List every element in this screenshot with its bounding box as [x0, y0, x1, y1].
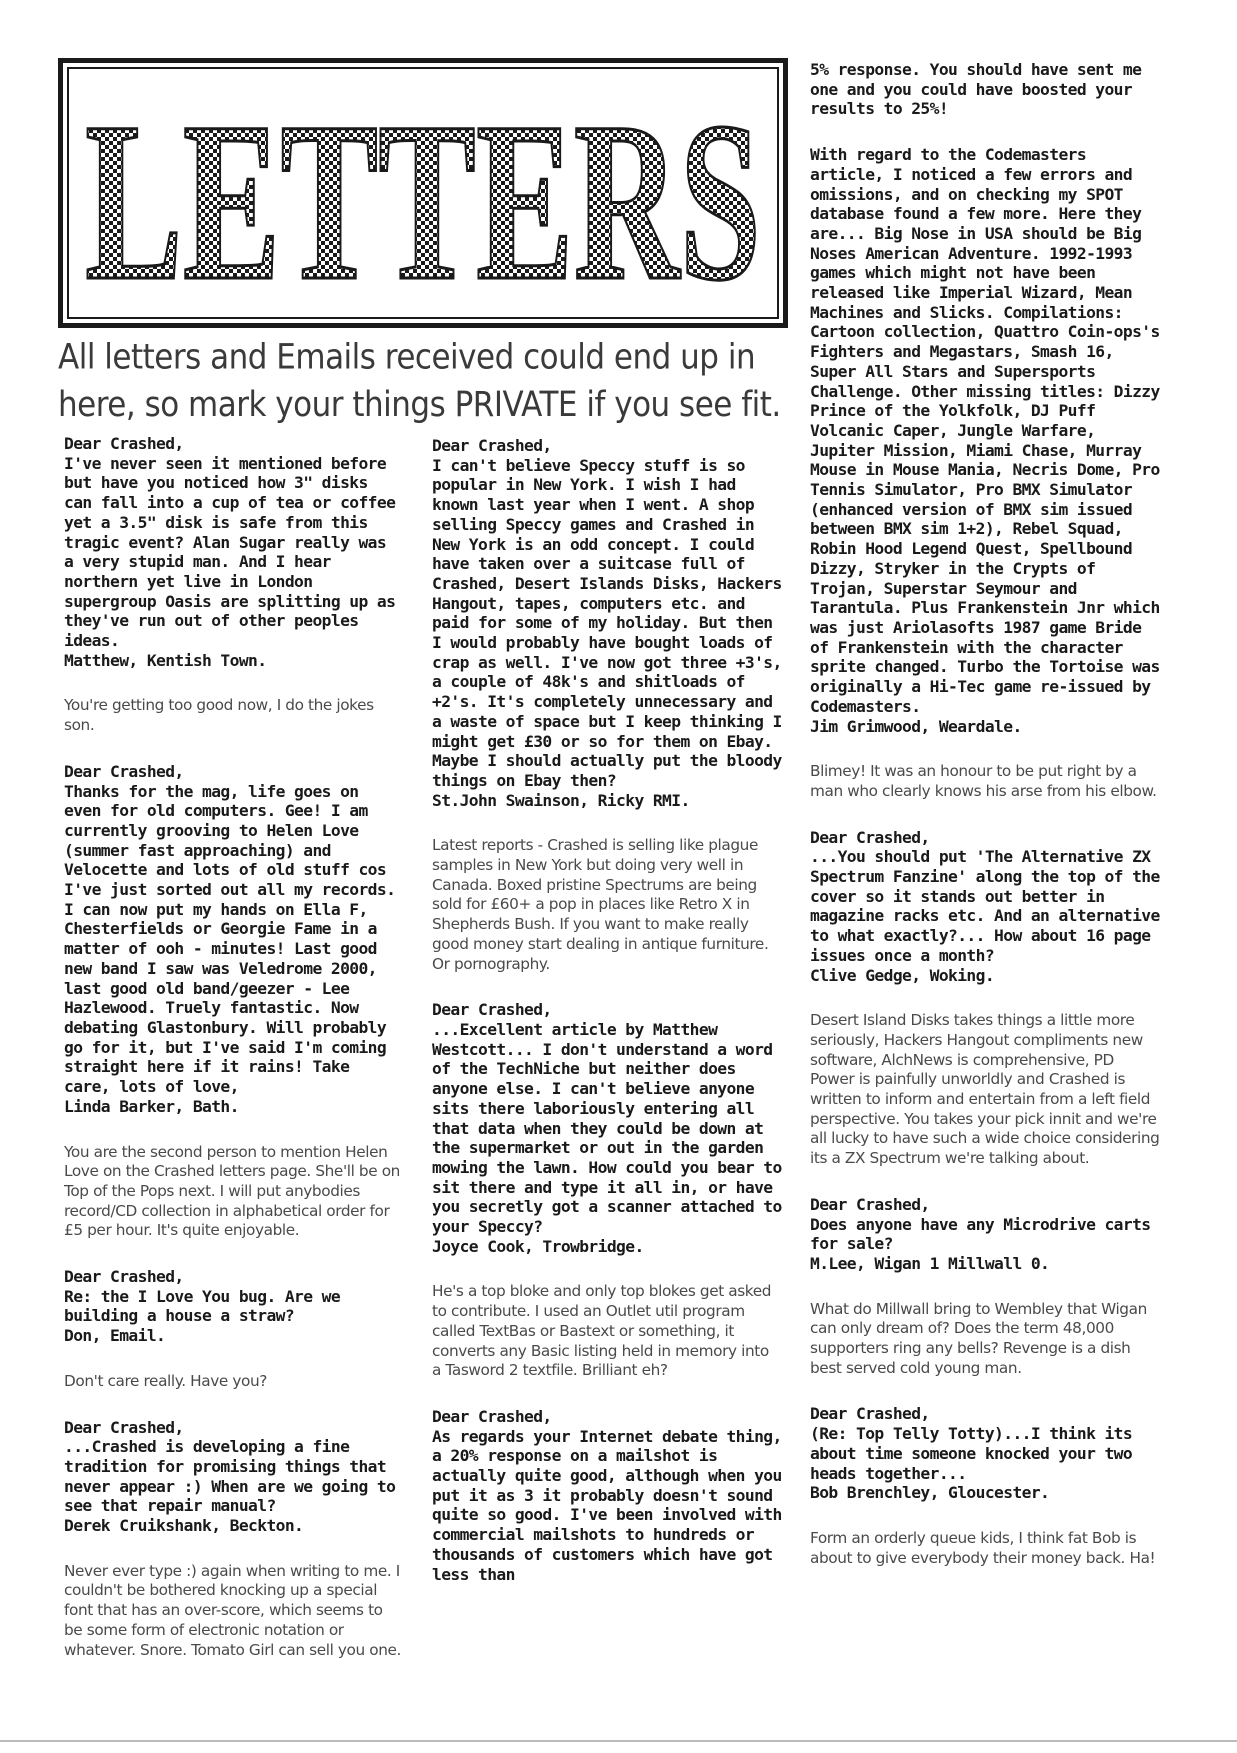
footer-rule: [0, 1740, 1237, 1742]
letter-signature: Don, Email.: [64, 1326, 166, 1346]
letter-greeting: Dear Crashed,: [810, 827, 930, 847]
letter: [64, 762, 404, 1117]
editor-reply: What do Millwall bring to Wembley that Wigan can only dream of? Does the term 48,000 supporters ring any bells? Revenge is a dish best served cold young man.: [810, 1299, 1152, 1377]
letter-greeting: Dear Crashed,: [432, 1000, 552, 1020]
editor-reply: Form an orderly queue kids, I think fat Bob is about to give everybody their money back. Ha!: [810, 1529, 1156, 1567]
letter-greeting: Dear Crashed,: [64, 761, 184, 781]
letter-body: ...Excellent article by Matthew Westcott... I don't understand a word of the TechNiche but neither does anyone else. I can't believe anyone sits there laboriously entering all that data when they could be down at the supermarket or out in the garden mowing the lawn. How could you bear to sit there and type it all in, or have you secretly got a scanner attached to your Speccy?: [432, 1019, 791, 1237]
letter-greeting: Dear Crashed,: [64, 1267, 184, 1287]
letter: [432, 1406, 791, 1584]
letter-signature: Linda Barker, Bath.: [64, 1096, 239, 1116]
letter-greeting: Dear Crashed,: [64, 434, 184, 453]
letter: [432, 436, 791, 810]
letter: [810, 145, 1169, 736]
letter: [810, 1404, 1160, 1503]
letter-continued: [810, 60, 1160, 119]
letter-signature: Bob Brenchley, Gloucester.: [810, 1483, 1050, 1503]
letter-body: As regards your Internet debate thing, a 20% response on a mailshot is actually quite good, although when you put it as 3 it probably doesn't sound quite so good. I've been involved with commercial mailshots to hundreds or thousands of customers which have got less than: [432, 1426, 791, 1584]
letter-greeting: Dear Crashed,: [64, 1417, 184, 1437]
letter: [810, 827, 1169, 986]
column-3: [810, 60, 1169, 1594]
letter: [64, 1267, 404, 1346]
letter-body: I've never seen it mentioned before but have you noticed how 3" disks can fall into a cup of tea or coffee yet a 3.5" disk is safe from this tragic event? Alan Sugar really was a very stupid man. And I hear northern yet live in London supergroup Oasis are splitting up as they've run out of other peoples ideas.: [64, 453, 405, 651]
letter-greeting: Dear Crashed,: [432, 1406, 552, 1426]
logo-lettering: LETTERS: [85, 76, 761, 313]
letter: [64, 434, 404, 670]
letter-signature: Clive Gedge, Woking.: [810, 965, 995, 985]
letter-greeting: Dear Crashed,: [432, 436, 552, 455]
editor-reply: Don't care really. Have you?: [64, 1371, 267, 1390]
letter-body: (Re: Top Telly Totty)...I think its about time someone knocked your two heads together...: [810, 1424, 1142, 1483]
letter-body: 5% response. You should have sent me one and you could have boosted your results to 25%!: [810, 60, 1151, 119]
letter-signature: Matthew, Kentish Town.: [64, 650, 267, 670]
letter-signature: St.John Swainson, Ricky RMI.: [432, 790, 690, 810]
letter-signature: Derek Cruikshank, Beckton.: [64, 1516, 304, 1536]
letter-body: Does anyone have any Microdrive carts for sale?: [810, 1214, 1160, 1254]
letter-signature: Joyce Cook, Trowbridge.: [432, 1236, 644, 1256]
editor-reply: Blimey! It was an honour to be put right by a man who clearly knows his arse from his elbow.: [810, 762, 1157, 800]
letter-body: ...You should put 'The Alternative ZX Spectrum Fanzine' along the top of the cover so it stands out better in magazine racks etc. And an alternative to what exactly?... How about 16 page issues once a month?: [810, 847, 1169, 965]
letters-masthead: [58, 58, 788, 328]
letters-logo: [73, 73, 773, 313]
letter-signature: M.Lee, Wigan 1 Millwall 0.: [810, 1253, 1050, 1273]
editor-reply: He's a top bloke and only top blokes get asked to contribute. I used an Outlet util program called TextBas or Bastext or something, it converts any Basic listing held in memory into a Tasword 2 textfile. Brilliant eh?: [432, 1282, 776, 1380]
letter-body: Thanks for the mag, life goes on even for old computers. Gee! I am currently grooving to Helen Love (summer fast approaching) and Velocette and lots of old stuff cos I've just sorted out all my records. I can now put my hands on Ella F, Chesterfields or Georgie Fame in a matter of ooh - minutes! Last good new band I saw was Veledrome 2000, last good old band/geezer - Lee Hazlewood. Truely fantastic. Now debating Glastonbury. Will probably go for it, but I've said I'm coming straight here if it rains! Take care, lots of love,: [64, 781, 405, 1097]
letter-body: Re: the I Love You bug. Are we building a house a straw?: [64, 1286, 350, 1326]
letter-body: I can't believe Speccy stuff is so popular in New York. I wish I had known last year when I went. A shop selling Speccy games and Crashed in New York is an odd concept. I could have taken over a suitcase full of Crashed, Desert Islands Disks, Hackers Hangout, tapes, computers etc. and paid for some of my holiday. But then I would probably have bought loads of crap as well. I've now got three +3's, a couple of 48k's and shitloads of +2's. It's completely unnecessary and a waste of space but I keep thinking I might get £30 or so for them on Ebay. Maybe I should actually put the bloody things on Ebay then?: [432, 455, 791, 790]
letter: [64, 1418, 404, 1536]
letter-greeting: Dear Crashed,: [810, 1194, 930, 1214]
editor-reply: You are the second person to mention Helen Love on the Crashed letters page. She'll be on Top of the Pops next. I will put anybodies record/CD collection in alphabetical order for £5 per hour. It's quite enjoyable.: [64, 1142, 405, 1240]
editor-reply: Desert Island Disks takes things a little more seriously, Hackers Hangout compliments new software, AlchNews is comprehensive, PD Power is painfully unworldly and Crashed is written to inform and entertain from a left field perspective. You takes your pick innit and we're all lucky to have such a wide choice considering its a ZX Spectrum we're talking about.: [810, 1011, 1164, 1168]
letter: [810, 1195, 1160, 1274]
letter: [432, 1000, 791, 1256]
editor-reply: Latest reports - Crashed is selling like plague samples in New York but doing very well in Canada. Boxed pristine Spectrums are being sold for £60+ a pop in places like Retro X in Shepherds Bush. If you want to make really good money start dealing in antique furniture. Or pornography.: [432, 836, 773, 973]
editor-reply: You're getting too good now, I do the jokes son.: [64, 696, 379, 735]
column-1: [64, 434, 404, 1686]
letter-body: ...Crashed is developing a fine tradition for promising things that never appear :) When are we going to see that repair manual?: [64, 1437, 405, 1516]
page-subtitle: All letters and Emails received could end up in here, so mark your things PRIVATE if you see fit.: [58, 337, 781, 425]
letter-signature: Jim Grimwood, Weardale.: [810, 716, 1022, 736]
letter-body: With regard to the Codemasters article, I noticed a few errors and omissions, and on checking my SPOT database found a few more. Here they are... Big Nose in USA should be Big Noses American Adventure. 1992-1993 games which might not have been released like Imperial Wizard, Mean Machines and Slicks. Compilations: Cartoon collection, Quattro Coin-ops's Fighters and Megastars, Smash 16, Super All Stars and Supersports Challenge. Other missing titles: Dizzy Prince of the Yolkfolk, DJ Puff Volcanic Caper, Jungle Warfare, Jupiter Mission, Miami Chase, Murray Mouse in Mouse Mania, Necris Dome, Pro Tennis Simulator, Pro BMX Simulator (enhanced version of BMX sim issued between BMX sim 1+2), Rebel Squad, Robin Hood Legend Quest, Spellbound Dizzy, Stryker in the Crypts of Trojan, Superstar Seymour and Tarantula. Plus Frankenstein Jnr which was just Ariolasofts 1987 game Bride of Frankenstein with the character sprite changed. Turbo the Tortoise was originally a Hi-Tec game re-issued by Codemasters.: [810, 145, 1169, 716]
column-2: [432, 436, 791, 1610]
editor-reply: Never ever type :) again when writing to me. I couldn't be bothered knocking up a special font that has an over-score, which seems to be some form of electronic notation or whatever. Snore. Tomato Girl can sell you one.: [64, 1561, 405, 1659]
letter-greeting: Dear Crashed,: [810, 1404, 930, 1424]
